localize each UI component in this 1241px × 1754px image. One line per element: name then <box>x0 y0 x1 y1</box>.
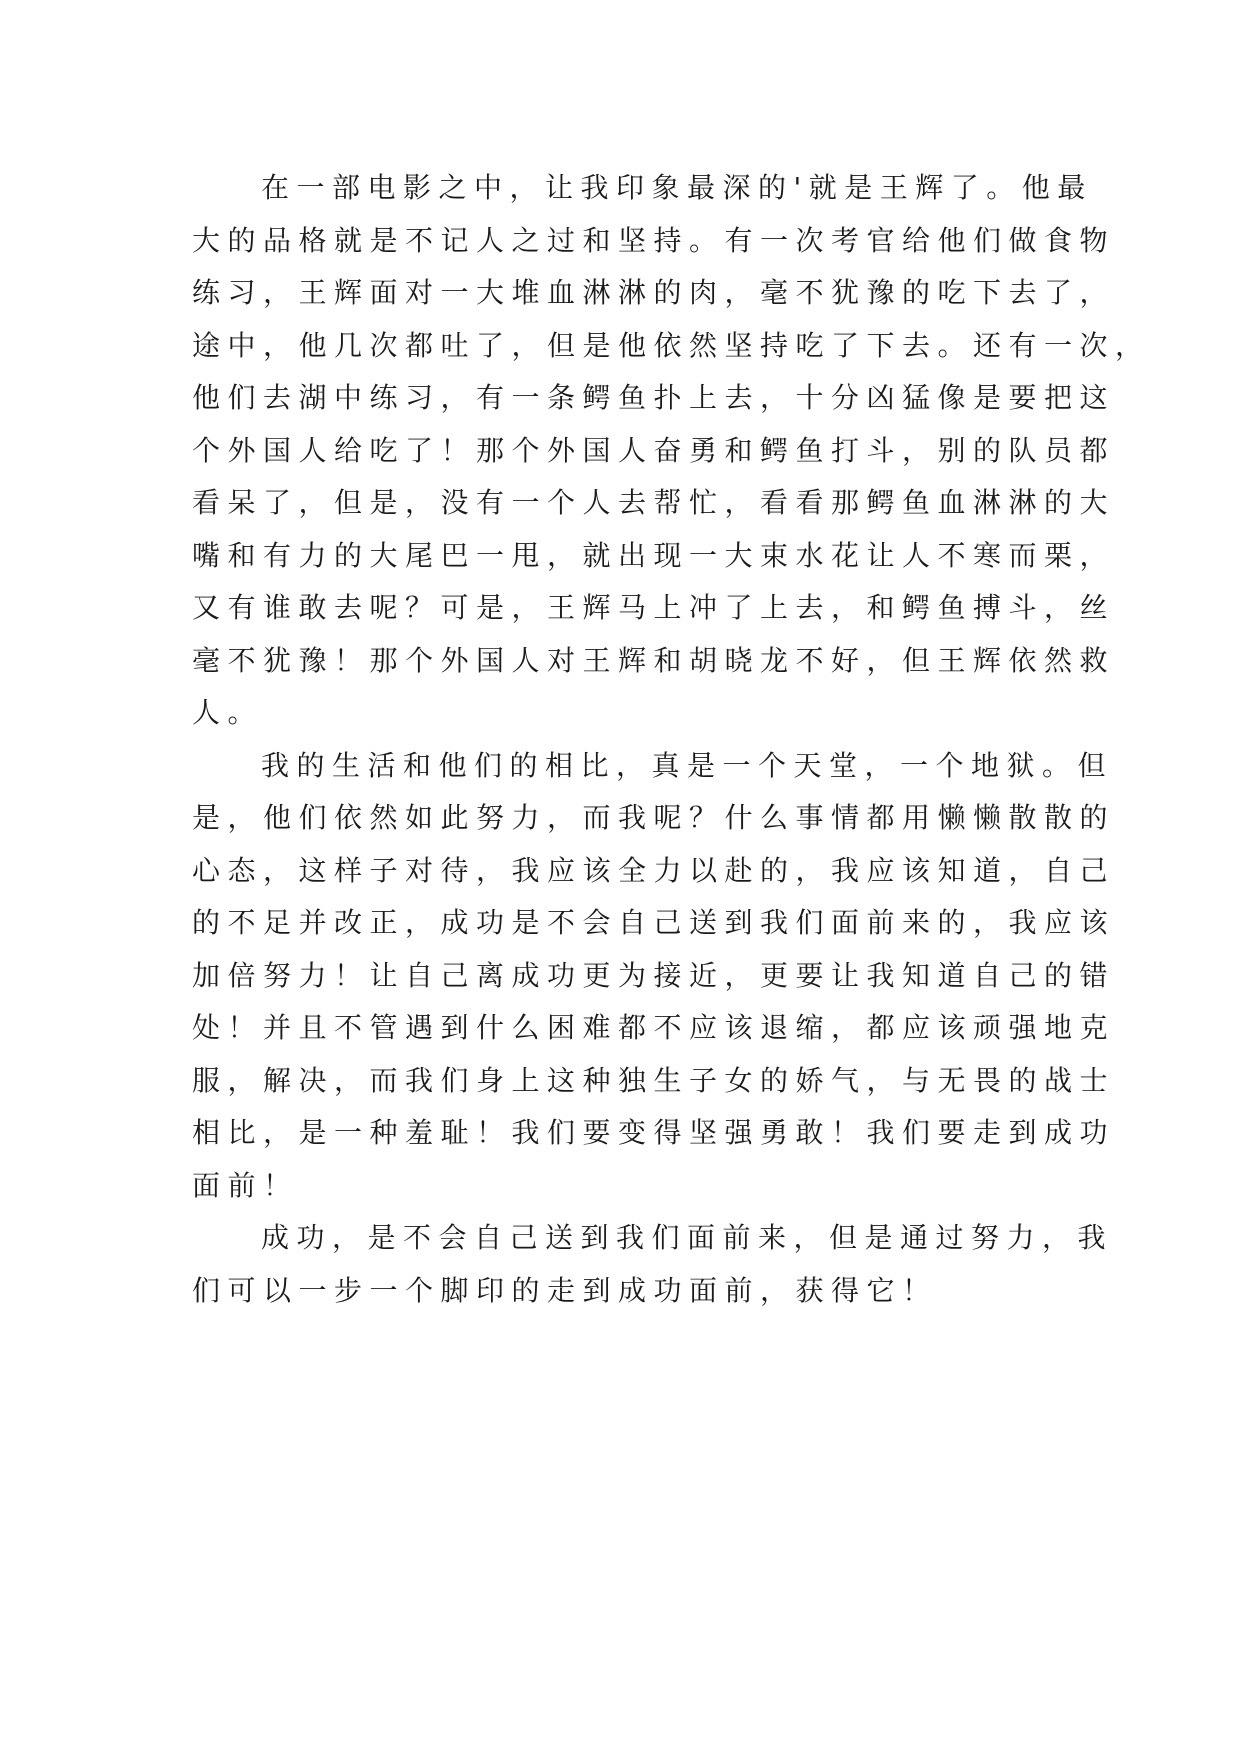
paragraph-2 <box>192 740 1116 1213</box>
text-line: 们可以一步一个脚印的走到成功面前，获得它！ <box>192 1273 938 1307</box>
paragraph-3 <box>192 1212 1114 1317</box>
body-text <box>192 162 1151 1317</box>
text-line: 嘴和有力的大尾巴一甩，就出现一大束水花让人不寒而栗， <box>192 538 1116 572</box>
text-line: 人。 <box>192 696 264 729</box>
text-line: 大的品格就是不记人之过和坚持。有一次考官给他们做食物 <box>192 223 1116 257</box>
text-line: 我的生活和他们的相比，真是一个天堂，一个地狱。但 <box>261 748 1114 782</box>
paragraph-1 <box>192 162 1151 740</box>
text-line: 又有谁敢去呢？可是，王辉马上冲了上去，和鳄鱼搏斗，丝 <box>192 591 1116 624</box>
text-line: 练习，王辉面对一大堆血淋淋的肉，毫不犹豫的吃下去了， <box>192 276 1116 309</box>
text-line: 加倍努力！让自己离成功更为接近，更要让我知道自己的错 <box>192 958 1116 992</box>
text-line: 在一部电影之中，让我印象最深的'就是王辉了。他最 <box>261 171 1093 204</box>
text-line: 相比，是一种羞耻！我们要变得坚强勇敢！我们要走到成功 <box>192 1116 1116 1149</box>
text-line: 服，解决，而我们身上这种独生子女的娇气，与无畏的战士 <box>192 1063 1116 1097</box>
text-line: 成功，是不会自己送到我们面前来，但是通过努力，我 <box>261 1221 1114 1254</box>
text-line: 个外国人给吃了！那个外国人奋勇和鳄鱼打斗，别的队员都 <box>192 433 1116 467</box>
text-line: 毫不犹豫！那个外国人对王辉和胡晓龙不好，但王辉依然救 <box>192 643 1116 677</box>
text-line: 他们去湖中练习，有一条鳄鱼扑上去，十分凶猛像是要把这 <box>192 381 1116 414</box>
text-line: 看呆了，但是，没有一个人去帮忙，看看那鳄鱼血淋淋的大 <box>192 486 1116 519</box>
text-line: 是，他们依然如此努力，而我呢？什么事情都用懒懒散散的 <box>192 801 1116 834</box>
text-line: 心态，这样子对待，我应该全力以赴的，我应该知道，自己 <box>192 853 1116 887</box>
text-line: 处！并且不管遇到什么困难都不应该退缩，都应该顽强地克 <box>192 1011 1116 1044</box>
text-line: 的不足并改正，成功是不会自己送到我们面前来的，我应该 <box>192 906 1116 939</box>
text-line: 途中，他几次都吐了，但是他依然坚持吃了下去。还有一次， <box>192 328 1151 362</box>
text-line: 面前！ <box>192 1168 299 1202</box>
